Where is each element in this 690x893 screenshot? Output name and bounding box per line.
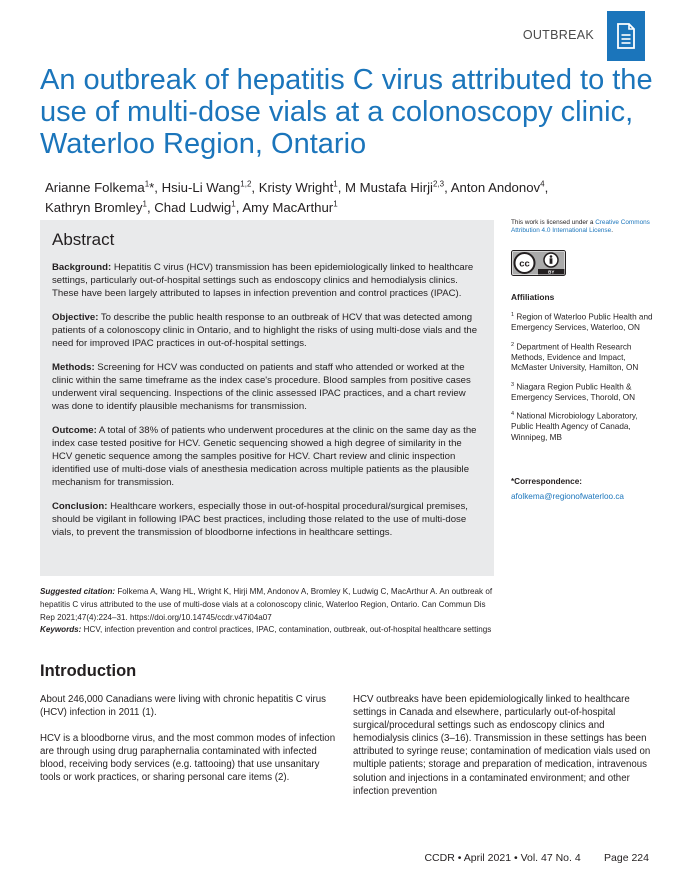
footer-separator: •	[457, 852, 462, 864]
abstract-section-text: Healthcare workers, especially those in out-of-hospital procedural/surgical premises, should be vigilant in following IPAC best practices, including those related to the use of multi-dose vials, to prevent the transmission of bloodborne infections in healthcare settings.	[52, 501, 468, 538]
section-label: OUTBREAK	[522, 28, 594, 42]
article-title: An outbreak of hepatitis C virus attributed to the use of multi-dose vials at a colonoscopy clinic, Waterloo Region, Ontario	[40, 64, 653, 160]
author-affiliation-number: 2,3	[432, 179, 445, 189]
introduction-right-column	[353, 693, 653, 811]
affiliation-text: Region of Waterloo Public Health and Emergency Services, Waterloo, ON	[511, 312, 653, 333]
correspondence-label: *Correspondence:	[511, 477, 582, 486]
author-separator: ,	[146, 200, 155, 215]
abstract-heading: Abstract	[52, 230, 115, 249]
author-separator: ,	[251, 180, 259, 195]
creative-commons-by-icon[interactable]	[511, 250, 566, 276]
abstract-section-label: Background:	[52, 262, 112, 273]
affiliation-text: National Microbiology Laboratory, Public Health Agency of Canada, Winnipeg, MB	[511, 411, 638, 442]
paragraph: HCV outbreaks have been epidemiologically linked to healthcare settings in Canada and elsewhere, particularly out-of-hospital surgical/procedural settings such as endoscopy clinics and hemodialysis clinics (3–16). Transmission in these settings has been attributed to syringe reuse; contamination of medication vials used on multiple patients; storage and preparation of medication, intravenous solution and injections in a contaminated environment; and other infection prevention	[353, 694, 651, 797]
paragraph: About 246,000 Canadians were living with chronic hepatitis C virus (HCV) infection in 2011 (1).	[40, 694, 326, 719]
cc-badge-text: cc	[519, 258, 530, 270]
author-name: Kristy Wright	[258, 180, 334, 195]
author-line-1	[45, 178, 645, 198]
abstract-section-label: Conclusion:	[52, 501, 108, 512]
author-affiliation-number: 4	[540, 179, 545, 189]
footer-date: April 2021	[463, 852, 512, 864]
license-notice	[511, 219, 661, 234]
footer-journal: CCDR	[424, 852, 455, 864]
affiliation-text: Department of Health Research Methods, Evidence and Impact, McMaster University, Hamilton, ON	[511, 342, 639, 373]
author-name: Kathryn Bromley	[45, 200, 143, 215]
by-badge-text: BY	[548, 269, 555, 275]
page-footer	[424, 852, 649, 864]
author-name: Hsiu-Li Wang	[161, 180, 241, 195]
author-affiliation-number: 1	[144, 179, 150, 189]
abstract-background	[52, 261, 482, 300]
affiliations-title: Affiliations	[511, 292, 555, 302]
abstract-objective	[52, 311, 482, 350]
abstract-section-text: Screening for HCV was conducted on patients and staff who attended or worked at the clinic within the same timeframe as the index case's procedure. Blood samples from positive cases underwent viral sequencing. Inspections of the clinic assessed IPAC practices, and a chart review was done to identify plausible mechanisms for transmission.	[52, 362, 471, 412]
author-line-2	[45, 198, 645, 218]
abstract-section-text: Hepatitis C virus (HCV) transmission has been epidemiologically linked to healthcare settings, particularly out-of-hospital settings such as endoscopy clinics and hemodialysis clinics. These have been largely attributed to lapses in infection prevention and control practices (IPAC).	[52, 262, 474, 299]
author-separator: ,	[444, 180, 451, 195]
abstract-section-label: Objective:	[52, 312, 99, 323]
author-separator: ,	[337, 180, 346, 195]
license-suffix: .	[611, 226, 613, 234]
author-separator: ,	[235, 200, 243, 215]
license-link[interactable]: Creative Commons Attribution 4.0 International License	[511, 219, 650, 234]
abstract-methods	[52, 361, 482, 413]
citation-text: Folkema A, Wang HL, Wright K, Hirji MM, Andonov A, Bromley K, Ludwig C, MacArthur A. An outbreak of hepatitis C virus attributed to the use of multi-dose vials at a colonoscopy clinic, Waterloo Region, Ontario. Can Commun Dis Rep 2021;47(4):224–31. https://doi.org/10.14745/ccdr.v47i04a07	[40, 587, 493, 622]
affiliation-number: 4	[511, 411, 515, 418]
page-number: Page 224	[604, 852, 649, 864]
abstract-section-label: Methods:	[52, 362, 95, 373]
author-affiliation-number: 1	[231, 199, 236, 209]
introduction-heading: Introduction	[40, 662, 137, 680]
abstract-section-label: Outcome:	[52, 425, 97, 436]
footer-separator: •	[513, 852, 518, 864]
affiliation-number: 3	[511, 381, 515, 388]
author-affiliation-number: 1,2	[240, 179, 252, 189]
keywords-label: Keywords:	[40, 625, 82, 635]
paragraph: HCV is a bloodborne virus, and the most common modes of infection are through using drug paraphernalia contaminated with infected blood, receiving body services (e.g. tattooing) that use unsanitary tools or work practices, or sharing personal care items (2).	[40, 733, 336, 784]
citation-label: Suggested citation:	[40, 587, 116, 596]
author-separator: *,	[149, 180, 162, 195]
affiliation-item	[511, 340, 661, 374]
license-prefix: This work is licensed under a	[511, 219, 596, 226]
author-separator: ,	[544, 180, 549, 195]
document-icon	[607, 11, 645, 61]
affiliation-text: Niagara Region Public Health & Emergency Services, Thorold, ON	[511, 382, 636, 402]
author-affiliation-number: 1	[142, 199, 147, 209]
abstract-section-text: A total of 38% of patients who underwent procedures at the clinic on the same day as the index case tested positive for HCV. Genetic sequencing showed a high degree of similarity in the HCV genetic sequence among the samples positive for HCV. Chart review and clinic inspection identified use of multi-dose vials of anesthesia medication across multiple patients as the plausible mechanism for transmission.	[52, 425, 477, 488]
author-list	[45, 178, 645, 218]
affiliation-item	[511, 409, 661, 443]
suggested-citation	[40, 586, 500, 637]
author-name: M Mustafa Hirji	[345, 180, 433, 195]
affiliation-item	[511, 310, 661, 334]
author-affiliation-number: 1	[333, 179, 338, 189]
author-name: Anton Andonov	[450, 180, 541, 195]
abstract-outcome	[52, 424, 482, 489]
keywords-text: HCV, infection prevention and control practices, IPAC, contamination, outbreak, out-of-hospital healthcare settings	[81, 625, 492, 635]
correspondence-email-link[interactable]: afolkema@regionofwaterloo.ca	[511, 492, 624, 501]
abstract-section-text: To describe the public health response to an outbreak of HCV that was detected among patients of a colonoscopy clinic in Ontario, and to highlight the risks of using multi-dose vials and the need for improved IPAC practices in out-of-hospital settings.	[52, 312, 478, 349]
abstract-box	[40, 220, 494, 576]
author-affiliation-number: 1	[333, 199, 338, 209]
author-name: Amy MacArthur	[242, 200, 334, 215]
introduction-left-column	[40, 693, 340, 798]
affiliation-number: 1	[511, 312, 515, 318]
affiliation-number: 2	[511, 341, 515, 348]
affiliation-item	[511, 380, 661, 404]
abstract-conclusion	[52, 500, 482, 539]
author-name: Chad Ludwig	[154, 200, 232, 215]
affiliations-list	[511, 310, 661, 449]
footer-volume: Vol. 47 No. 4	[520, 852, 581, 864]
author-name: Arianne Folkema	[45, 180, 145, 195]
